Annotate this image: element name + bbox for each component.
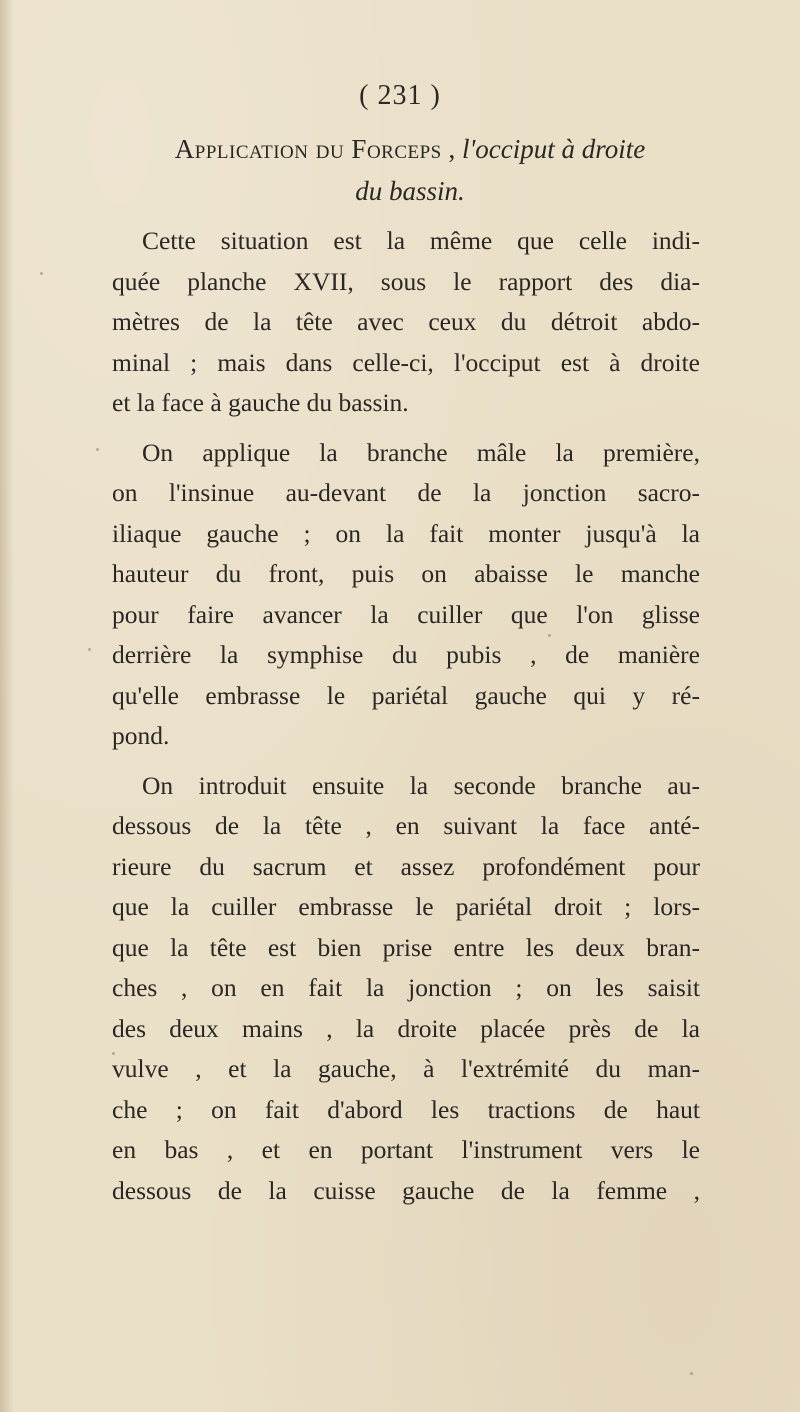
text-line: minal ; mais dans celle-ci, l'occiput est à droite (112, 347, 700, 377)
text-line: iliaque gauche ; on la fait monter jusqu'à la (112, 518, 700, 548)
text-line: pour faire avancer la cuiller que l'on glisse (112, 599, 700, 629)
text-line: quée planche XVII, sous le rapport des dia- (112, 266, 700, 296)
paragraph-1 (112, 221, 700, 424)
text-line: on l'insinue au-devant de la jonction sacro- (112, 478, 700, 507)
text-line: che ; on fait d'abord les tractions de haut (112, 1094, 700, 1124)
text-line: mètres de la tête avec ceux du détroit abdo- (112, 307, 700, 336)
paper-speck (548, 634, 551, 637)
page-gutter-shadow (0, 0, 14, 1412)
heading-subtitle-continued: du bassin. (355, 176, 465, 206)
text-line: que la cuiller embrasse le pariétal droit ; lors- (112, 892, 700, 921)
text-line: On applique la branche mâle la première, (142, 437, 700, 467)
paper-speck (112, 1052, 115, 1055)
paper-speck (88, 648, 91, 651)
paragraph-3 (112, 766, 700, 1212)
text-line: dessous de la tête , en suivant la face anté- (112, 811, 700, 840)
body-text (112, 221, 700, 1211)
text-line: des deux mains , la droite placée près de la (112, 1013, 700, 1043)
text-line: vulve , et la gauche, à l'extrémité du man- (112, 1054, 700, 1083)
text-line: et la face à gauche du bassin. (112, 388, 409, 417)
heading-title: Application du Forceps (174, 134, 442, 164)
text-line: rieure du sacrum et assez profondément pour (112, 851, 700, 881)
section-heading (112, 128, 708, 212)
paper-speck (96, 448, 99, 451)
paper-speck (690, 1372, 693, 1375)
text-line: hauteur du front, puis on abaisse le manche (112, 559, 700, 588)
text-line: ches , on en fait la jonction ; on les saisit (112, 973, 700, 1002)
paper-speck (40, 272, 43, 275)
text-line: Cette situation est la même que celle indi- (142, 226, 700, 255)
text-line: qu'elle embrasse le pariétal gauche qui y ré- (112, 680, 700, 710)
heading-subtitle: l'occiput à droite (462, 134, 646, 164)
text-line: derrière la symphise du pubis , de manière (112, 640, 700, 669)
text-line: pond. (112, 721, 170, 750)
text-line: que la tête est bien prise entre les deux bran- (112, 932, 700, 962)
page-number: ( 231 ) (359, 80, 441, 111)
heading-separator: , (441, 134, 462, 164)
text-line: On introduit ensuite la seconde branche au- (142, 770, 700, 800)
text-line: dessous de la cuisse gauche de la femme , (112, 1175, 700, 1205)
text-line: en bas , et en portant l'instrument vers le (112, 1135, 700, 1164)
paragraph-2 (112, 433, 700, 757)
